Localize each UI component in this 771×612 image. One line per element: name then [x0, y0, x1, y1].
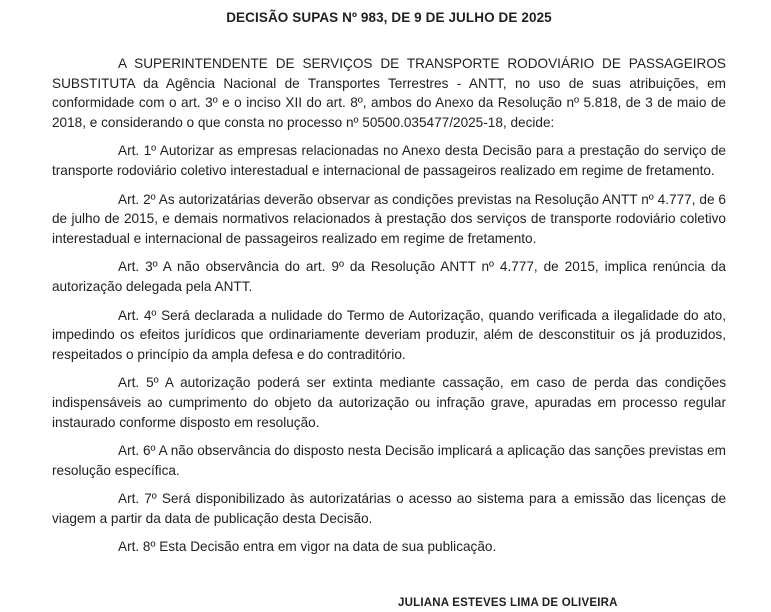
document-body	[52, 0, 726, 609]
document-title: DECISÃO SUPAS Nº 983, DE 9 DE JULHO DE 2025	[226, 10, 552, 25]
signature-name: JULIANA ESTEVES LIMA DE OLIVEIRA	[398, 597, 618, 609]
article-1: Art. 1º Autorizar as empresas relacionadas no Anexo desta Decisão para a prestação do serviço de transporte rodoviário coletivo interestadual e internacional de passageiros realizado em regime de fretamento.	[52, 143, 726, 178]
article-7: Art. 7º Será disponibilizado às autorizatárias o acesso ao sistema para a emissão das licenças de viagem a partir da data de publicação desta Decisão.	[52, 491, 726, 526]
article-8: Art. 8º Esta Decisão entra em vigor na data de sua publicação.	[118, 539, 497, 555]
article-6: Art. 6º A não observância do disposto nesta Decisão implicará a aplicação das sanções previstas em resolução específica.	[52, 443, 726, 478]
intro-paragraph: A SUPERINTENDENTE DE SERVIÇOS DE TRANSPORTE RODOVIÁRIO DE PASSAGEIROS SUBSTITUTA da Agência Nacional de Transportes Terrestres - ANTT, no uso de suas atribuições, em conformidade com o art. 3º e o inciso XII do art. 8º, ambos do Anexo da Resolução nº 5.818, de 3 de maio de 2018, e considerando o que consta no processo nº 50500.035477/2025-18, decide:	[52, 56, 726, 130]
article-3: Art. 3º A não observância do art. 9º da Resolução ANTT nº 4.777, de 2015, implica renúncia da autorização delegada pela ANTT.	[52, 259, 726, 294]
article-5: Art. 5º A autorização poderá ser extinta mediante cassação, em caso de perda das condições indispensáveis ao cumprimento do objeto da autorização ou infração grave, apuradas em processo regular instaurado conforme disposto em resolução.	[52, 375, 726, 430]
article-4: Art. 4º Será declarada a nulidade do Termo de Autorização, quando verificada a ilegalidade do ato, impedindo os efeitos jurídicos que ordinariamente deveriam produzir, além de desconstituir os já produzidos, respeitados o princípio da ampla defesa e do contraditório.	[52, 307, 726, 362]
article-2: Art. 2º As autorizatárias deverão observar as condições previstas na Resolução ANTT nº 4.777, de 6 de julho de 2015, e demais normativos relacionados à prestação dos serviços de transporte rodoviário coletivo interestadual e internacional de passageiros realizado em regime de fretamento.	[52, 191, 726, 246]
